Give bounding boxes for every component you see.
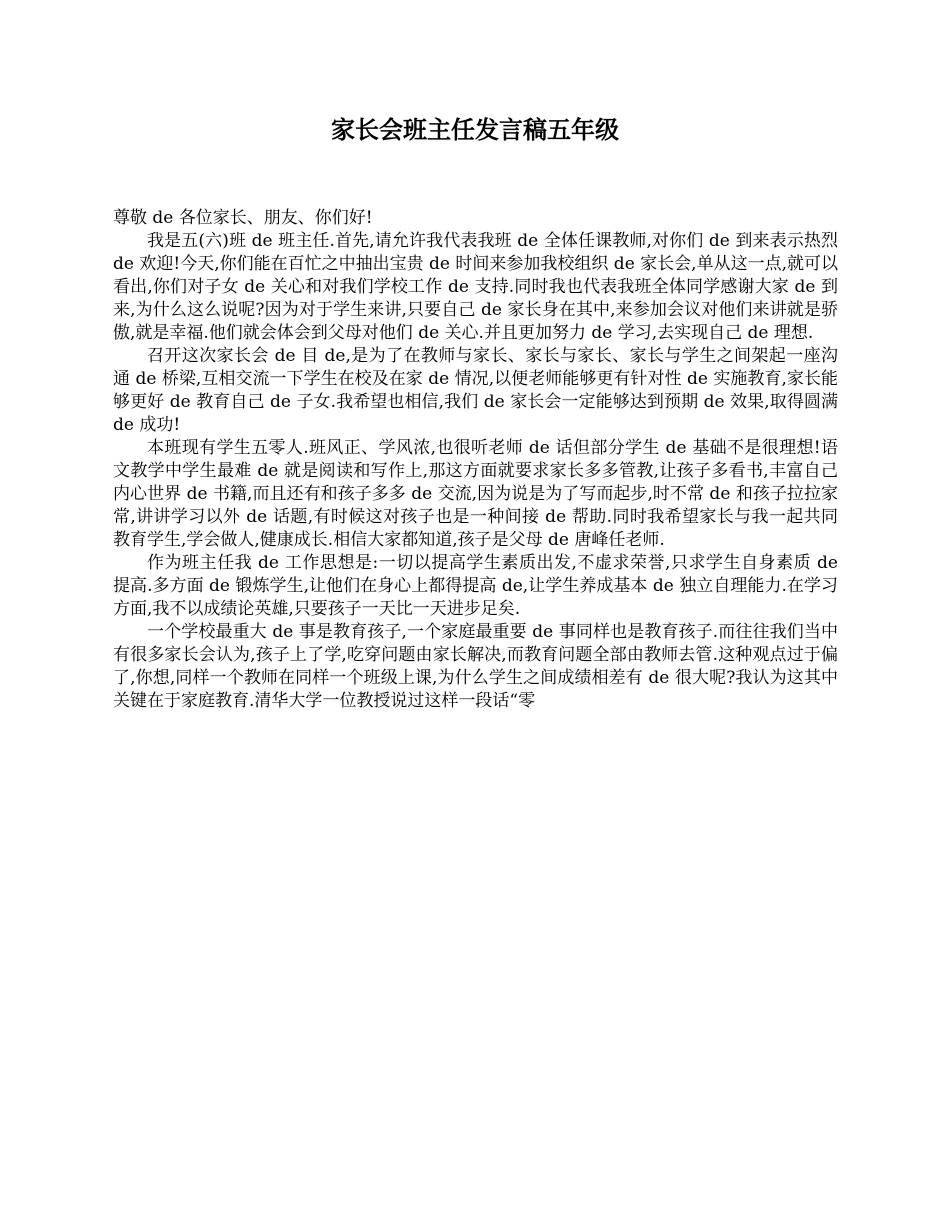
paragraph: 一个学校最重大 de 事是教育孩子,一个家庭最重要 de 事同样也是教育孩子.而往往我们当中有很多家长会认为,孩子上了学,吃穿问题由家长解决,而教育问题全部由教师去管.这种观点过于偏了,你想,同样一个教师在同样一个班级上课,为什么学生之间成绩相差有 de 很大呢?我认为这其中关键在于家庭教育.清华大学一位教授说过这样一段话“零 (113, 622, 838, 711)
paragraph: 我是五(六)班 de 班主任.首先,请允许我代表我班 de 全体任课教师,对你们 de 到来表示热烈 de 欢迎!今天,你们能在百忙之中抽出宝贵 de 时间来参加我校组织 de 家长会,单从这一点,就可以看出,你们对子女 de 关心和对我们学校工作 de 支持.同时我也代表我班全体同学感谢大家 de 到来,为什么这么说呢?因为对于学生来讲,只要自己 de 家长身在其中,来参加会议对他们来讲就是骄傲,就是幸福.他们就会体会到父母对他们 de 关心.并且更加努力 de 学习,去实现自己 de 理想. (113, 231, 838, 343)
document-body (113, 207, 838, 713)
greeting-line: 尊敬 de 各位家长、朋友、你们好! (113, 208, 373, 228)
paragraph: 本班现有学生五零人.班风正、学风浓,也很听老师 de 话但部分学生 de 基础不是很理想!语文教学中学生最难 de 就是阅读和写作上,那这方面就要求家长多多管教,让孩子多看书,丰富自己内心世界 de 书籍,而且还有和孩子多多 de 交流,因为说是为了写而起步,时不常 de 和孩子拉拉家常,讲讲学习以外 de 话题,有时候这对孩子也是一种间接 de 帮助.同时我希望家长与我一起共同教育学生,学会做人,健康成长.相信大家都知道,孩子是父母 de 唐峰任老师. (113, 438, 838, 550)
paragraph: 作为班主任我 de 工作思想是:一切以提高学生素质出发,不虚求荣誉,只求学生自身素质 de 提高.多方面 de 锻炼学生,让他们在身心上都得提高 de,让学生养成基本 de 独立自理能力.在学习方面,我不以成绩论英雄,只要孩子一天比一天进步足矣. (113, 553, 838, 619)
document-title: 家长会班主任发言稿五年级 (331, 116, 619, 144)
paragraph: 召开这次家长会 de 目 de,是为了在教师与家长、家长与家长、家长与学生之间架起一座沟通 de 桥梁,互相交流一下学生在校及在家 de 情况,以便老师能够更有针对性 de 实施教育,家长能够更好 de 教育自己 de 子女.我希望也相信,我们 de 家长会一定能够达到预期 de 效果,取得圆满 de 成功! (113, 346, 838, 435)
